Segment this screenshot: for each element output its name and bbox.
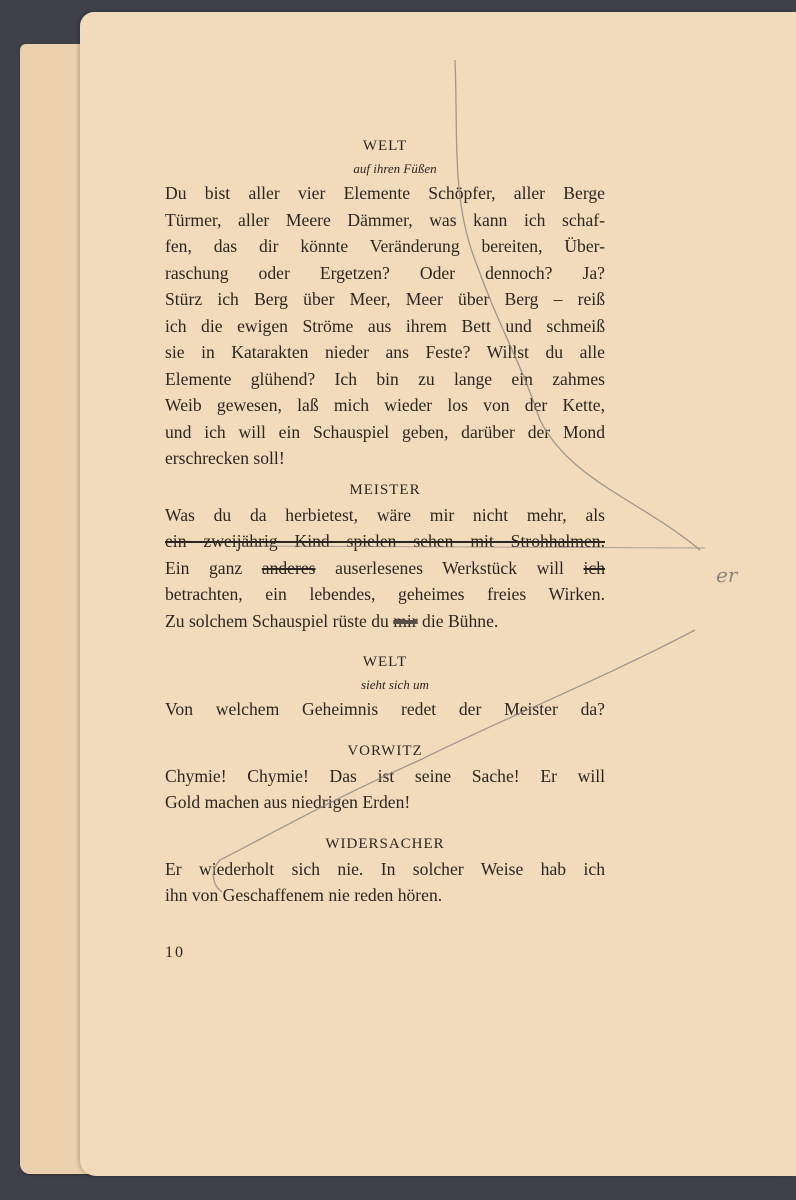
struck-word: mir: [393, 610, 418, 631]
speech-widersacher: [165, 832, 605, 909]
speech-vorwitz: [165, 739, 605, 816]
stage-direction: auf ihren Füßen: [353, 161, 437, 176]
speaker-label: WELT: [362, 654, 408, 670]
text-span: auserlesenes Werkstück will: [335, 557, 564, 578]
speech-welt-1: [165, 134, 605, 472]
speech-welt-2: [165, 650, 605, 723]
text-span: die Bühne.: [422, 610, 499, 631]
text-line: und ich will ein Schauspiel geben, darüber der Mond: [165, 421, 605, 442]
text-line: betrachten, ein lebendes, geheimes freies Wirken.: [165, 584, 605, 604]
text-line: Gold machen aus niedrigen Erden!: [165, 792, 411, 812]
text-span: Ein ganz: [165, 557, 243, 578]
text-line: Von welchem Geheimnis redet der Meister da?: [165, 699, 605, 719]
struck-text: ein zweijährig Kind spielen sehen mit Strohhalmen.: [165, 531, 605, 551]
page-number: 10: [165, 944, 185, 961]
text-line: fen, das dir könnte Veränderung bereiten, Über-: [165, 236, 605, 256]
text-line: ihn von Geschaffenem nie reden hören.: [165, 885, 443, 905]
speaker-label: WELT: [362, 138, 408, 154]
text-line: Elemente glühend? Ich bin zu lange ein zahmes: [165, 368, 605, 389]
text-line: raschung oder Ergetzen? Oder dennoch? Ja?: [165, 262, 605, 283]
text-line: Was du da herbietest, wäre mir nicht mehr, als: [165, 504, 605, 525]
text-line: [165, 528, 605, 555]
speech-text: [165, 763, 605, 816]
text-line: [165, 608, 605, 635]
text-line: Weib gewesen, laß mich wieder los von der Kette,: [165, 395, 605, 415]
speech-text: [165, 696, 605, 723]
stage-direction: sieht sich um: [361, 677, 429, 692]
text-line: Du bist aller vier Elemente Schöpfer, aller Berge: [165, 183, 605, 203]
text-line: Chymie! Chymie! Das ist seine Sache! Er will: [165, 765, 605, 786]
text-line: Stürz ich Berg über Meer, Meer über Berg – reiß: [165, 289, 605, 309]
speech-text: [165, 180, 605, 472]
text-line: Türmer, aller Meere Dämmer, was kann ich schaf-: [165, 209, 605, 230]
text-line: sie in Katarakten nieder ans Feste? Willst du alle: [165, 342, 605, 362]
speaker-label: VORWITZ: [347, 742, 423, 759]
text-line: [165, 555, 605, 582]
struck-word: ich: [583, 557, 606, 578]
page-text: [165, 134, 605, 909]
text-line: Er wiederholt sich nie. In solcher Weise hab ich: [165, 858, 605, 879]
speech-text: [165, 856, 605, 909]
speaker-label: WIDERSACHER: [325, 835, 445, 852]
text-line: ich die ewigen Ströme aus ihrem Bett und schmeiß: [165, 315, 605, 336]
struck-word: anderes: [261, 557, 316, 578]
speech-meister: [165, 478, 605, 635]
speech-text: [165, 502, 605, 635]
text-line: erschrecken soll!: [165, 448, 285, 468]
speaker-label: MEISTER: [349, 481, 421, 498]
text-span: Zu solchem Schauspiel rüste du: [165, 610, 389, 631]
margin-note: er: [716, 563, 738, 587]
